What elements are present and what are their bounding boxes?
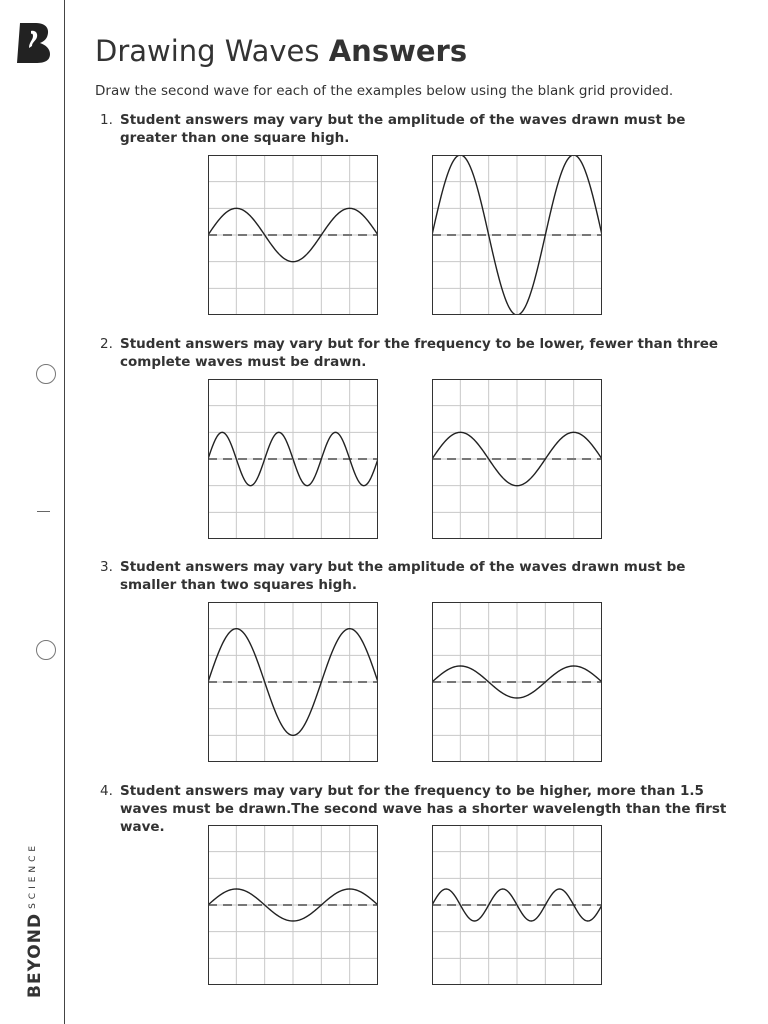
instructions: Draw the second wave for each of the examples below using the blank grid provided. [95, 83, 674, 99]
wave-grid-svg [432, 155, 602, 315]
question-text: Student answers may vary but for the frequency to be higher, more than 1.5 waves must be drawn.The second wave has a shorter wavelength than the first wave. [120, 783, 727, 835]
question-number: 2. [100, 336, 113, 352]
wave-grid-svg [208, 825, 378, 985]
wave-grid [432, 602, 602, 762]
brand-wordmark [25, 842, 45, 998]
wave-grid [208, 155, 378, 315]
wave-grid [432, 379, 602, 539]
wave-grid-svg [208, 379, 378, 539]
brand-name-light: SCIENCE [28, 841, 38, 909]
wave-grid [208, 602, 378, 762]
punch-hole [36, 640, 56, 660]
question-text: Student answers may vary but for the frequency to be lower, fewer than three complete waves must be drawn. [120, 336, 719, 370]
brand-name-bold: BEYOND [25, 912, 45, 998]
question-text: Student answers may vary but the amplitude of the waves drawn must be smaller than two squares high. [120, 559, 686, 593]
wave-grid-svg [208, 155, 378, 315]
wave-grid [432, 155, 602, 315]
question-3 [100, 558, 740, 594]
question-text: Student answers may vary but the amplitude of the waves drawn must be greater than one square high. [120, 112, 686, 146]
wave-grid-svg [432, 602, 602, 762]
question-number: 4. [100, 783, 113, 799]
punch-hole [36, 364, 56, 384]
question-4 [100, 782, 740, 836]
fold-mark [37, 511, 50, 512]
question-2 [100, 335, 740, 371]
wave-grid-svg [432, 825, 602, 985]
question-number: 3. [100, 559, 113, 575]
question-number: 1. [100, 112, 113, 128]
wave-grid [208, 379, 378, 539]
title-regular: Drawing Waves [95, 34, 320, 68]
wave-grid-svg [432, 379, 602, 539]
wave-grid [432, 825, 602, 985]
beyond-logo-icon [14, 22, 54, 64]
page-title [95, 34, 467, 68]
margin-line [64, 0, 65, 1024]
wave-grid-svg [208, 602, 378, 762]
wave-grid [208, 825, 378, 985]
title-bold: Answers [328, 34, 468, 68]
question-1 [100, 111, 740, 147]
